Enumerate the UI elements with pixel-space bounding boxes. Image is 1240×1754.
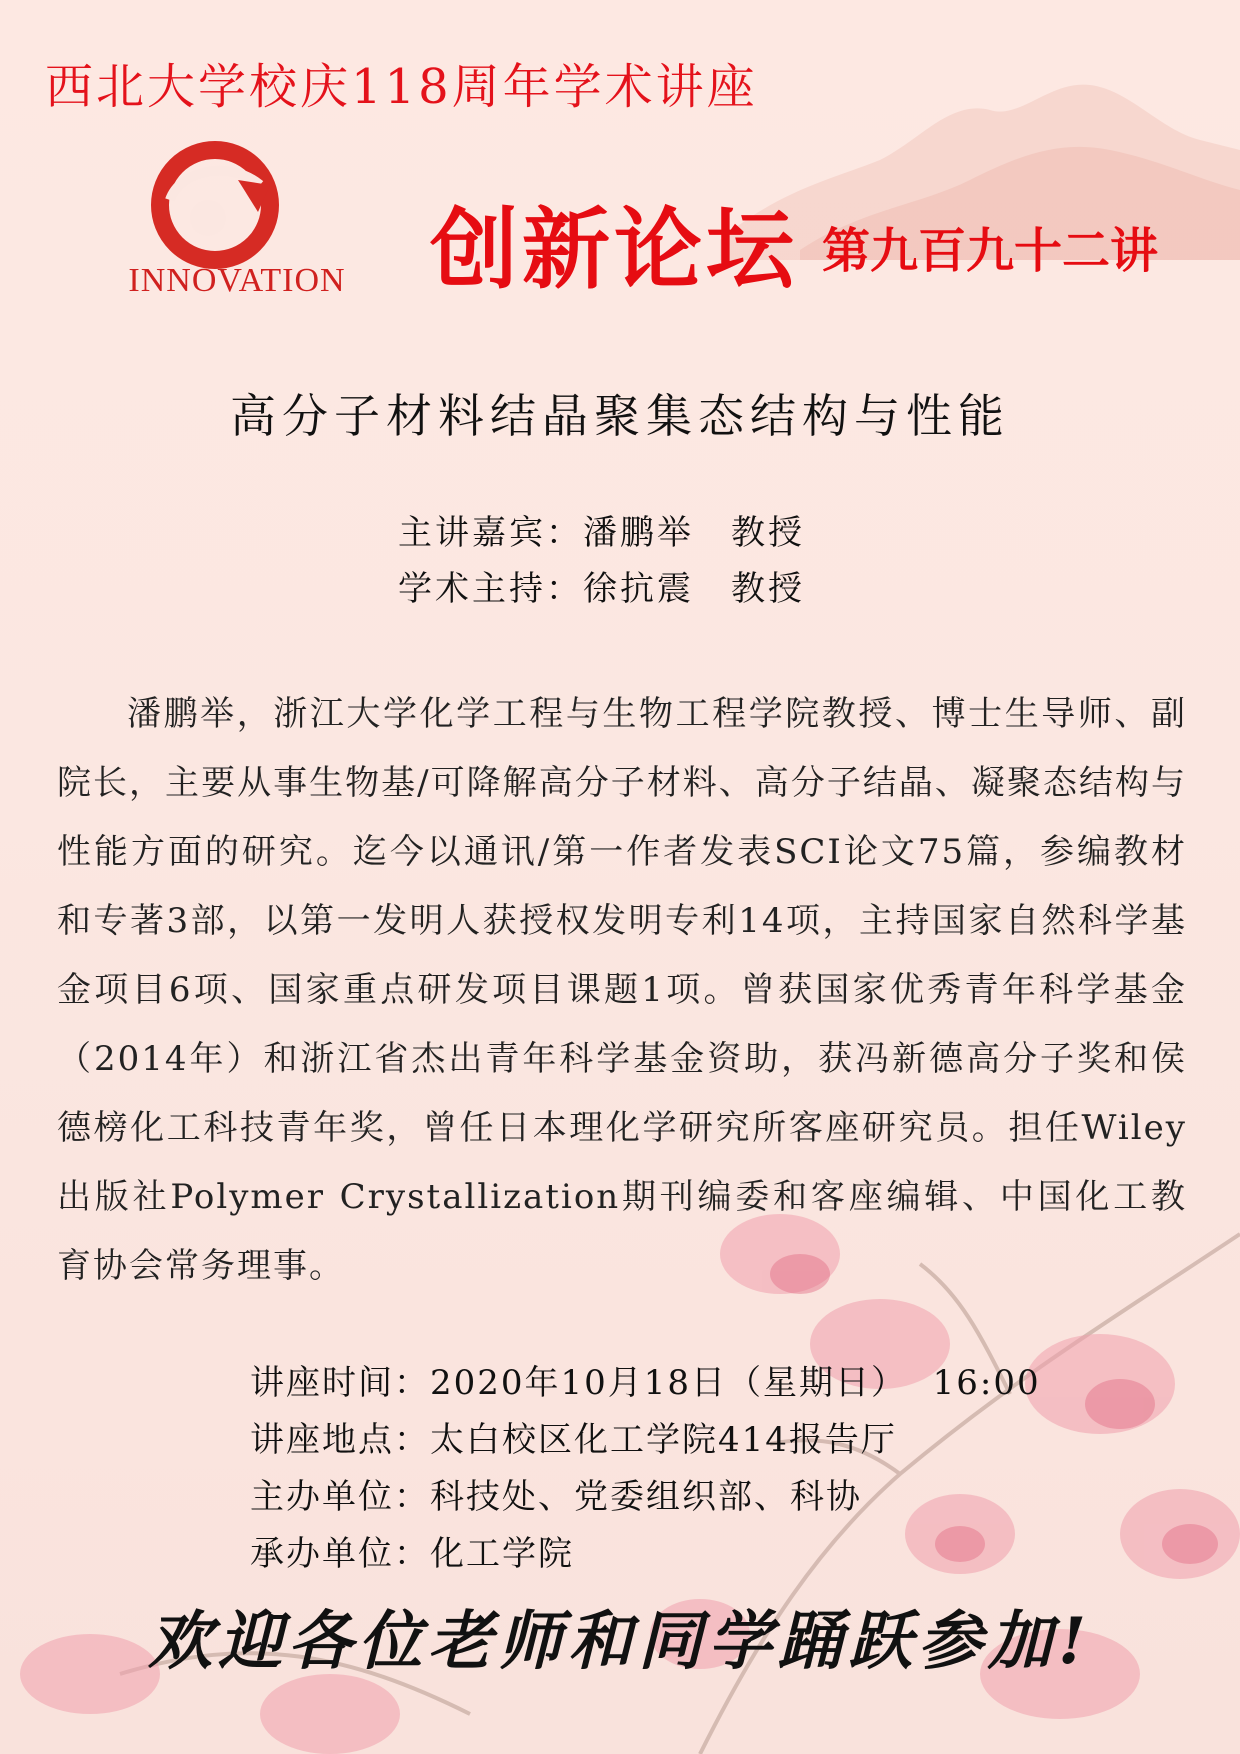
forum-title: 创新论坛 [430,198,799,301]
welcome-message: 欢迎各位老师和同学踊跃参加! [147,1604,1093,1679]
organizer: 主办单位：科技处、党委组织部、科协 [250,1477,862,1517]
speaker-bio: 潘鹏举，浙江大学化学工程与生物工程学院教授、博士生导师、副院长，主要从事生物基/可降解高分子材料、高分子结晶、凝聚态结构与性能方面的研究。迄今以通讯/第一作者发表SCI论文75篇，参编教材和专著3部，以第一发明人获授权发明专利14项，主持国家自然科学基金项目6项、国家重点研发项目课题1项。曾获国家优秀青年科学基金（2014年）和浙江省杰出青年科学基金资助，获冯新德高分子奖和侯德榜化工科技青年奖，曾任日本理化学研究所客座研究员。担任Wiley出版社Polymer Crystallization期刊编委和客座编辑、中国化工教育协会常务理事。 [57,694,1187,1286]
host-unit: 承办单位：化工学院 [250,1534,574,1574]
people-section [398,505,805,617]
lecture-time: 讲座时间：2020年10月18日（星期日） 16:00 [250,1363,1041,1403]
anniversary-lecture-title: 西北大学校庆118周年学术讲座 [45,59,758,115]
logo-text: INNOVATION [128,262,346,299]
lecture-place: 讲座地点：太白校区化工学院414报告厅 [250,1420,897,1460]
speaker-line: 主讲嘉宾：潘鹏举 教授 [398,513,805,553]
host-line: 学术主持：徐抗震 教授 [398,569,805,609]
lecture-title: 高分子材料结晶聚集态结构与性能 [230,389,1010,443]
lecture-info [250,1355,1041,1583]
lecture-number: 第九百九十二讲 [822,223,1159,279]
